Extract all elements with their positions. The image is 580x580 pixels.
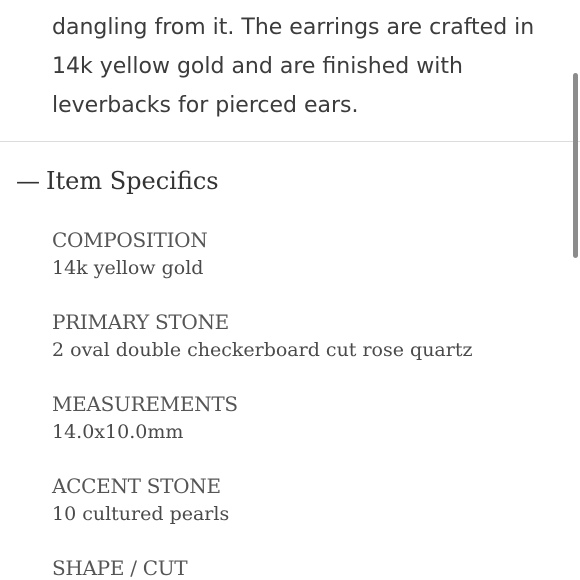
spec-label: COMPOSITION [52,228,208,252]
description-line: dangling from it. The earrings are crafted in [52,15,535,40]
section-title: Item Specifics [46,167,219,195]
item-description [52,8,552,125]
scrollbar-thumb[interactable] [573,73,578,258]
spec-value: 2 oval double checkerboard cut rose quartz [52,339,473,361]
spec-label: SHAPE / CUT [52,556,188,580]
spec-accent-stone [52,472,562,554]
spec-composition [52,226,562,308]
collapse-dash-icon[interactable]: — [16,167,40,195]
spec-value: 10 cultured pearls [52,503,230,525]
spec-shape-cut [52,554,562,580]
section-divider [0,141,580,142]
spec-label: ACCENT STONE [52,474,221,498]
description-line: leverbacks for pierced ears. [52,93,359,118]
spec-primary-stone [52,308,562,390]
item-specifics-list [52,226,562,580]
spec-label: PRIMARY STONE [52,310,229,334]
description-line: 14k yellow gold and are finished with [52,54,463,79]
spec-label: MEASUREMENTS [52,392,238,416]
item-specifics-toggle[interactable] [16,164,219,198]
spec-measurements [52,390,562,472]
spec-value: 14.0x10.0mm [52,421,184,443]
spec-value: 14k yellow gold [52,257,204,279]
